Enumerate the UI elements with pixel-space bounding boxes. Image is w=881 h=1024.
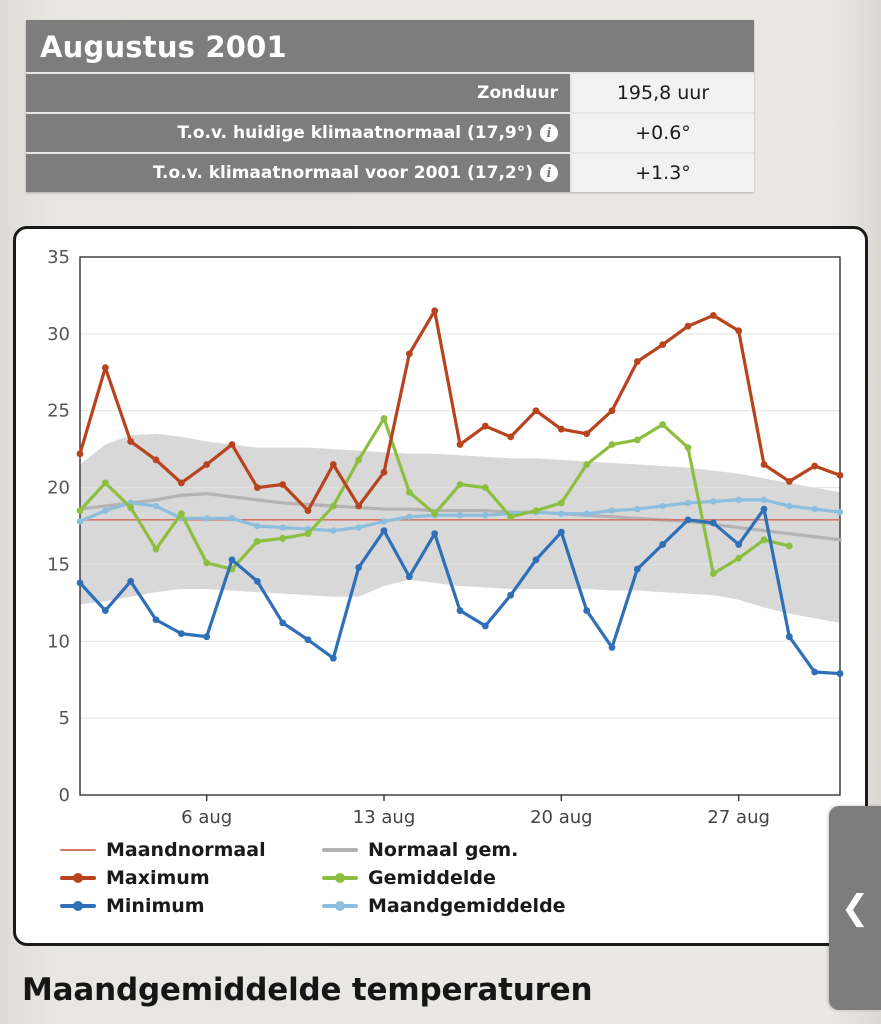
svg-text:20: 20 xyxy=(47,477,70,499)
chevron-left-icon: ❮ xyxy=(840,888,870,928)
legend-swatch xyxy=(60,849,96,851)
svg-text:30: 30 xyxy=(47,323,70,345)
stat-label-text: T.o.v. huidige klimaatnormaal (17,9°) xyxy=(177,123,533,143)
legend-swatch xyxy=(322,904,358,908)
info-icon[interactable]: i xyxy=(540,124,558,142)
legend-swatch xyxy=(322,876,358,880)
legend-swatch xyxy=(60,876,96,880)
svg-text:35: 35 xyxy=(47,247,70,268)
stat-value: +1.3° xyxy=(570,154,754,192)
chart-card xyxy=(13,226,868,946)
stat-row-huidige-klimaatnormaal xyxy=(26,112,754,152)
legend-item-minimum xyxy=(60,893,322,919)
stat-row-zonduur xyxy=(26,72,754,112)
stat-label xyxy=(26,74,570,112)
svg-text:15: 15 xyxy=(47,554,70,576)
legend-label: Gemiddelde xyxy=(368,867,496,889)
stat-row-klimaatnormaal-2001 xyxy=(26,152,754,192)
stat-label-text: Zonduur xyxy=(477,83,558,103)
svg-text:5: 5 xyxy=(58,708,70,730)
legend-swatch xyxy=(322,848,358,852)
svg-text:6 aug: 6 aug xyxy=(181,807,233,828)
svg-text:27 aug: 27 aug xyxy=(707,807,770,828)
svg-text:10: 10 xyxy=(47,631,70,653)
legend-item-maximum xyxy=(60,865,322,891)
legend-item-maandgemiddelde xyxy=(322,893,760,919)
legend-label: Minimum xyxy=(106,895,205,917)
chart-plot-area xyxy=(28,243,856,933)
svg-text:13 aug: 13 aug xyxy=(352,807,416,828)
legend-label: Maandgemiddelde xyxy=(368,895,566,917)
legend-item-maandnormaal xyxy=(60,837,322,863)
svg-text:20 aug: 20 aug xyxy=(530,807,593,828)
legend-swatch xyxy=(60,904,96,908)
stat-value: +0.6° xyxy=(570,114,754,152)
legend-label: Maximum xyxy=(106,867,210,889)
svg-text:25: 25 xyxy=(47,400,70,422)
stat-value: 195,8 uur xyxy=(570,74,754,112)
svg-text:0: 0 xyxy=(58,785,70,806)
section-title: Maandgemiddelde temperaturen xyxy=(22,972,593,1008)
page-title: Augustus 2001 xyxy=(40,30,287,64)
info-icon[interactable]: i xyxy=(540,164,558,182)
sidebar-toggle-tab[interactable] xyxy=(829,806,881,1010)
legend-label: Normaal gem. xyxy=(368,839,519,861)
temperature-line-chart xyxy=(28,243,856,843)
stat-label-text: T.o.v. klimaatnormaal voor 2001 (17,2°) xyxy=(153,163,533,183)
stat-label xyxy=(26,114,570,152)
chart-legend xyxy=(60,837,760,919)
stat-label xyxy=(26,154,570,192)
legend-label: Maandnormaal xyxy=(106,839,266,861)
summary-panel xyxy=(26,20,754,192)
legend-item-gemiddelde xyxy=(322,865,760,891)
legend-item-normaal-gem xyxy=(322,837,760,863)
